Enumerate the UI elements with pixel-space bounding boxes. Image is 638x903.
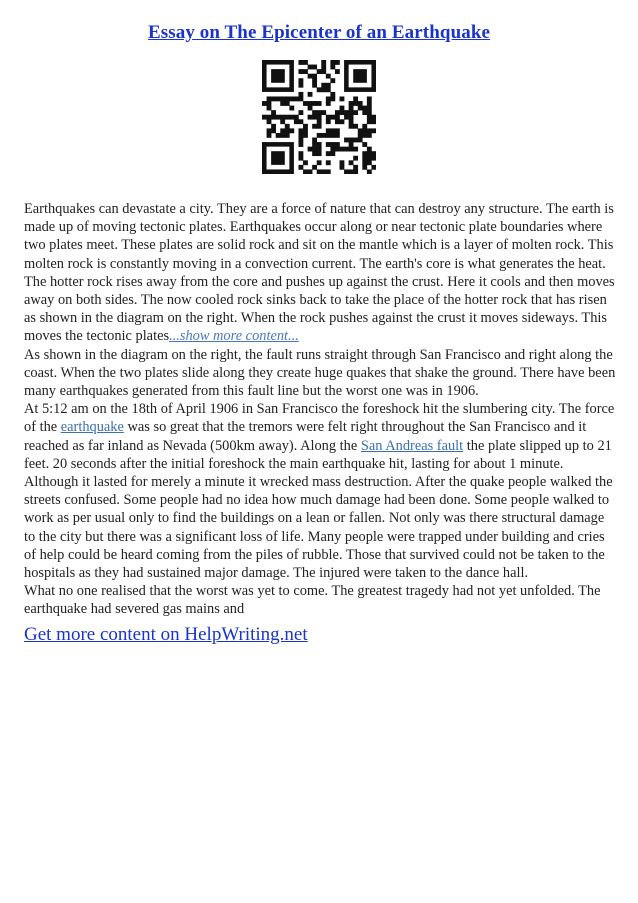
paragraph-3-part-3: the plate slipped up to 21 feet. 20 seconds after the initial foreshock the main earthquake hit, lasting for about 1 minute. Although it lasted for merely a minute it wrecked mass destruction. After the quake people walked the streets confused. Some people had no idea how much damage had been done. Some people walked to work as per usual only to find the buildings on a lean or fallen. Not only was there structural damage to the city but there was a significant loss of life. Many people were trapped under building and cries of help could be heard coming from the piles of rubble. Those that survived could not be taken to the hospitals as they had sustained major damage. The injured were taken to the dance hall.	[24, 437, 613, 582]
paragraph-2: As shown in the diagram on the right, the fault runs straight through San Francisco and right along the coast. When the two plates slide along they create huge quakes that shake the ground. There have been many earthquakes generated from this fault line but the worst one was in 1906.	[24, 346, 616, 400]
qr-code-icon	[262, 60, 376, 174]
paragraph-3	[24, 400, 619, 582]
earthquake-link[interactable]: earthquake	[60, 419, 124, 436]
paragraph-1-text: Earthquakes can devastate a city. They are a force of nature that can destroy any structure. The earth is made up of moving tectonic plates. Earthquakes occur along or near tectonic plate boundaries where two plates meet. These plates are solid rock and sit on the mantle which is a layer of molten rock. This molten rock is constantly moving in a convection current. The earth's core is what generates the heat. The hotter rock rises away from the core and pushes up against the crust. Here it cools and then moves away on both sides. The now cooled rock sinks back to take the place of the hotter rock that has risen as shown in the diagram on the right. When the rock pushes against the crust it moves sideways. This moves the tectonic plates	[24, 201, 615, 345]
helpwriting-link[interactable]: Get more content on HelpWriting.net	[24, 624, 308, 645]
paragraph-3-part-2: was so great that the tremors were felt right throughout the San Francisco and it reached as far inland as Nevada (500km away). Along the	[24, 419, 587, 454]
page-title[interactable]: Essay on The Epicenter of an Earthquake	[147, 22, 491, 43]
san-andreas-fault-link[interactable]: San Andreas fault	[360, 437, 464, 454]
paragraph-4: What no one realised that the worst was yet to come. The greatest tragedy had not yet unfolded. The earthquake had severed gas mains and	[24, 583, 601, 618]
essay-body	[24, 200, 619, 619]
paragraph-1	[24, 200, 619, 346]
show-more-link[interactable]: ...show more content...	[169, 328, 299, 345]
paragraph-3-part-1: At 5:12 am on the 18th of April 1906 in San Francisco the foreshock hit the slumbering city. The force of the	[24, 401, 615, 436]
